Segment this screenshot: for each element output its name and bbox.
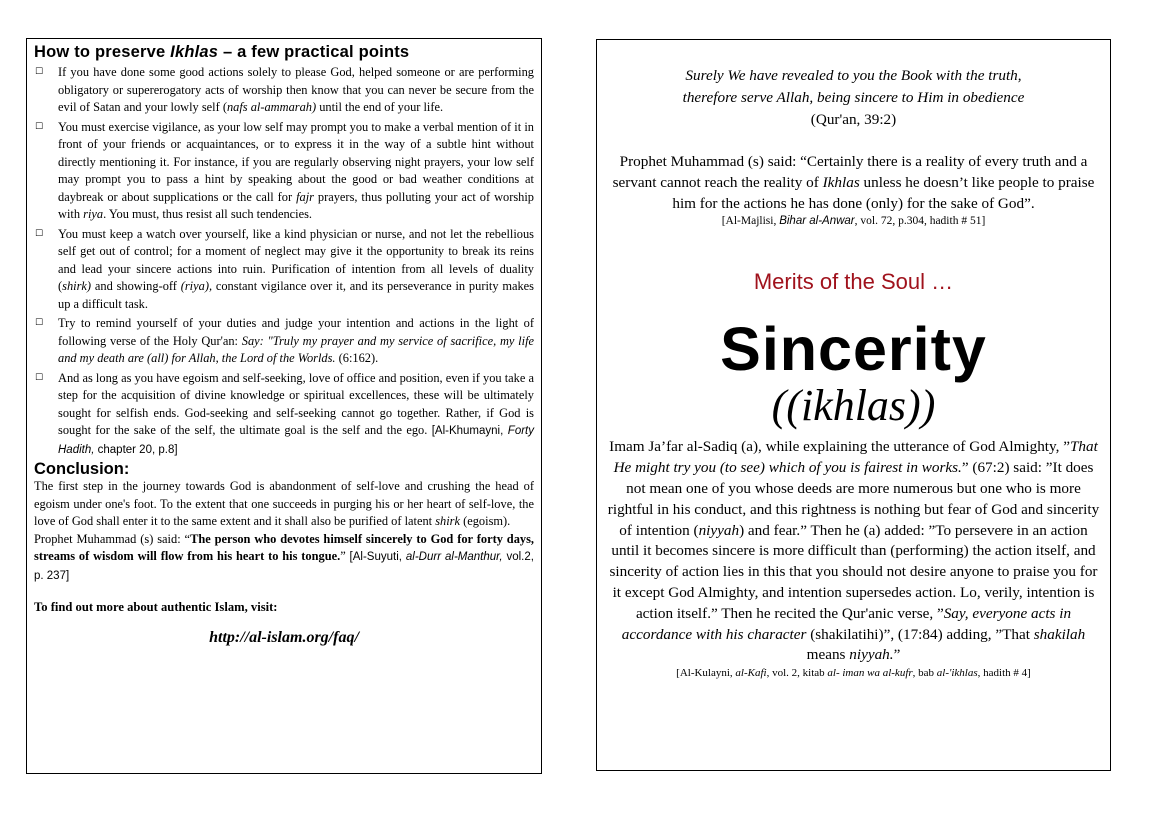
- list-item: [34, 226, 534, 314]
- hadith-italic: niyyah.: [849, 646, 894, 664]
- list-item: [34, 119, 534, 224]
- main-title-transliteration: ((ikhlas)): [771, 381, 936, 431]
- subtitle: Merits of the Soul …: [753, 269, 954, 295]
- hadith-italic: shakilah: [1033, 625, 1086, 643]
- hadith-italic: That He might try you (to see) which of you is fairest in works.: [613, 438, 1098, 477]
- verse-reference: (Qur'an, 39:2): [810, 111, 897, 128]
- citation-italic: al- iman wa al-kufr: [827, 667, 913, 680]
- checkbox-bullet-icon: ☐: [35, 67, 44, 77]
- paragraph-text: Prophet Muhammad (s) said: “: [34, 531, 191, 546]
- citation: , vol. 2, kitab: [766, 667, 828, 680]
- paragraph-text: (egoism).: [460, 514, 511, 528]
- list-item: [34, 370, 534, 460]
- point-text: and showing-off: [91, 279, 181, 293]
- hadith-text: ”: [893, 646, 901, 664]
- conclusion-heading: Conclusion:: [34, 460, 130, 478]
- right-page: [596, 39, 1111, 771]
- point-text: . You must, thus resist all such tendencies.: [103, 207, 313, 221]
- point-italic: Say: "Truly my prayer and my service of sacrifice, my life and my death are (all) for Allah, the Lord of the Worlds.: [58, 333, 535, 365]
- point-text: (6:162).: [335, 351, 379, 365]
- checkbox-bullet-icon: ☐: [35, 228, 44, 239]
- point-italic: fajr: [296, 189, 314, 204]
- hadith-text: ) and fear.” Then he (a) added: ”To persevere in an action until it becomes sincere is more difficult than (performing) the action itself, and sincerity of action lies in this that you should not desire anyone to praise you for it except God Almighty, and intention supersedes action. Lo, verily, intention is action itself.” Then he recited the Qur'anic verse, ”: [609, 521, 1098, 622]
- verse-line: therefore serve Allah, being sincere to Him in obedience: [682, 89, 1025, 106]
- list-item: [34, 64, 534, 117]
- citation: [Al-Majlisi,: [721, 215, 780, 228]
- hadith-citation: [605, 214, 1102, 228]
- citation: [Al-Suyuti,: [349, 551, 406, 563]
- title-text-end: – a few practical points: [218, 43, 410, 61]
- conclusion-paragraph: [34, 478, 534, 531]
- imam-sadiq-hadith: [605, 437, 1102, 666]
- main-sub-text: (ikhlas): [786, 381, 921, 431]
- checkbox-bullet-icon: ☐: [35, 121, 44, 132]
- hadith-text: (shakilatihi)”, (17:84) adding, ”That: [806, 625, 1034, 643]
- hadith-italic: Say, everyone acts in accordance with his character: [621, 604, 1072, 643]
- verse-line: Surely We have revealed to you the Book with the truth,: [685, 67, 1022, 84]
- main-title: Sincerity: [720, 315, 987, 384]
- citation: , vol. 72, p.304, hadith # 51]: [854, 215, 986, 228]
- hadith-text: Imam Ja’far al-Sadiq (a), while explaining the utterance of God Almighty, ”: [609, 438, 1070, 456]
- kafi-citation: [605, 666, 1102, 680]
- hadith-italic: niyyah: [698, 521, 740, 539]
- paragraph-text: ”: [340, 549, 350, 563]
- citation: chapter 20, p.8]: [94, 443, 178, 456]
- left-page: [26, 38, 542, 774]
- checkbox-bullet-icon: ☐: [35, 372, 44, 383]
- point-italic: (riya),: [180, 279, 213, 293]
- citation-title: Forty Hadith,: [58, 425, 534, 456]
- point-text: You must keep a watch over yourself, like a kind physician or nurse, and not let the rebellious self get out of control; for a moment of neglect may give it the opportunity to break its reins and lead your sincere actions into ruin. Purification of intention from all levels of duality (: [58, 226, 534, 293]
- citation: [Al-Khumayni,: [431, 425, 508, 437]
- point-text: constant vigilance over it, and its perseverance in purity makes up a difficult task.: [58, 279, 534, 311]
- quran-verse: [605, 65, 1102, 131]
- hadith-text: ” (67:2) said: ”It does not mean one of you whose deeds are more numerous but one who is more rightful in his conduct, and this rightness is nothing but fear of God and sincerity of intention (: [607, 459, 1100, 539]
- checkbox-bullet-icon: ☐: [35, 318, 44, 328]
- point-text: You must exercise vigilance, as your low self may prompt you to make a verbal mention of it in front of your friends or acquaintances, or to express it in the way of a subtle hint without directly mentioning it. For instance, if you are regularly observing night prayers, your low self may prompt you to pass a hint by speaking about the good or bad weather conditions at daybreak or about supplications or the call for: [58, 119, 534, 204]
- quote-bold: The person who devotes himself sincerely to God for forty days, streams of wisdom will flow from his heart to his tongue.: [34, 531, 535, 563]
- point-italic: shirk): [62, 279, 92, 293]
- citation: vol.2, p. 237]: [34, 551, 534, 582]
- point-italic: riya: [83, 207, 104, 221]
- title-text: How to preserve: [34, 43, 171, 61]
- left-page-title: [34, 42, 534, 62]
- citation-title: al-Durr al-Manthur,: [405, 551, 503, 563]
- citation: , bab: [912, 667, 937, 680]
- citation-italic: al-'ikhlas: [936, 667, 978, 680]
- hadith-text: unless he doesn’t like people to praise him for the actions he has done (only) for the sake of God”.: [672, 173, 1095, 212]
- prophet-quote-paragraph: [34, 531, 534, 586]
- paragraph-italic: shirk: [435, 514, 461, 528]
- citation: , hadith # 4]: [977, 667, 1031, 680]
- prophet-hadith: [605, 152, 1102, 214]
- hadith-text: means: [806, 646, 850, 664]
- list-item: [34, 315, 534, 368]
- citation: [Al-Kulayni,: [676, 667, 736, 680]
- website-link[interactable]: http://al-islam.org/faq/: [209, 629, 359, 646]
- hadith-text: Prophet Muhammad (s) said: “Certainly there is a reality of every truth and a servant cannot reach the reality of: [612, 153, 1088, 191]
- citation-title: al-Kafi: [735, 667, 767, 680]
- point-italic: nafs al-ammarah): [226, 100, 317, 114]
- paragraph-text: The first step in the journey towards God is abandonment of self-love and crushing the head of egoism under one's foot. To the extent that one succeeds in purging his or her heart of self-love, the love of God shall enter it to the same extent and it shall also be purified of latent: [34, 479, 534, 528]
- point-text: prayers, thus polluting your act of worship with: [58, 189, 534, 221]
- title-ikhlas: Ikhlas: [170, 43, 219, 61]
- hadith-italic: Ikhlas: [822, 173, 860, 191]
- point-text: Try to remind yourself of your duties and judge your intention and actions in the light of following verse of the Holy Qur'an:: [58, 316, 534, 348]
- point-text: If you have done some good actions solely to please God, helped someone or are performing obligatory or supererogatory acts of worship then know that you can never be secure from the evil of Satan and your lowly self (: [58, 65, 534, 114]
- visit-text: To find out more about authentic Islam, visit:: [34, 600, 278, 614]
- point-text: until the end of your life.: [316, 100, 444, 114]
- citation-title: Bihar al-Anwar: [779, 215, 855, 228]
- point-text: And as long as you have egoism and self-seeking, love of office and position, even if you take a step for the acquisition of divine knowledge or spiritual excellences, these will be ultimately sought for selfish ends. God-seeking and self-seeking cannot go together. Rather, if God is sought for the sake of the self, the ultimate goal is the self and the ego.: [58, 370, 534, 437]
